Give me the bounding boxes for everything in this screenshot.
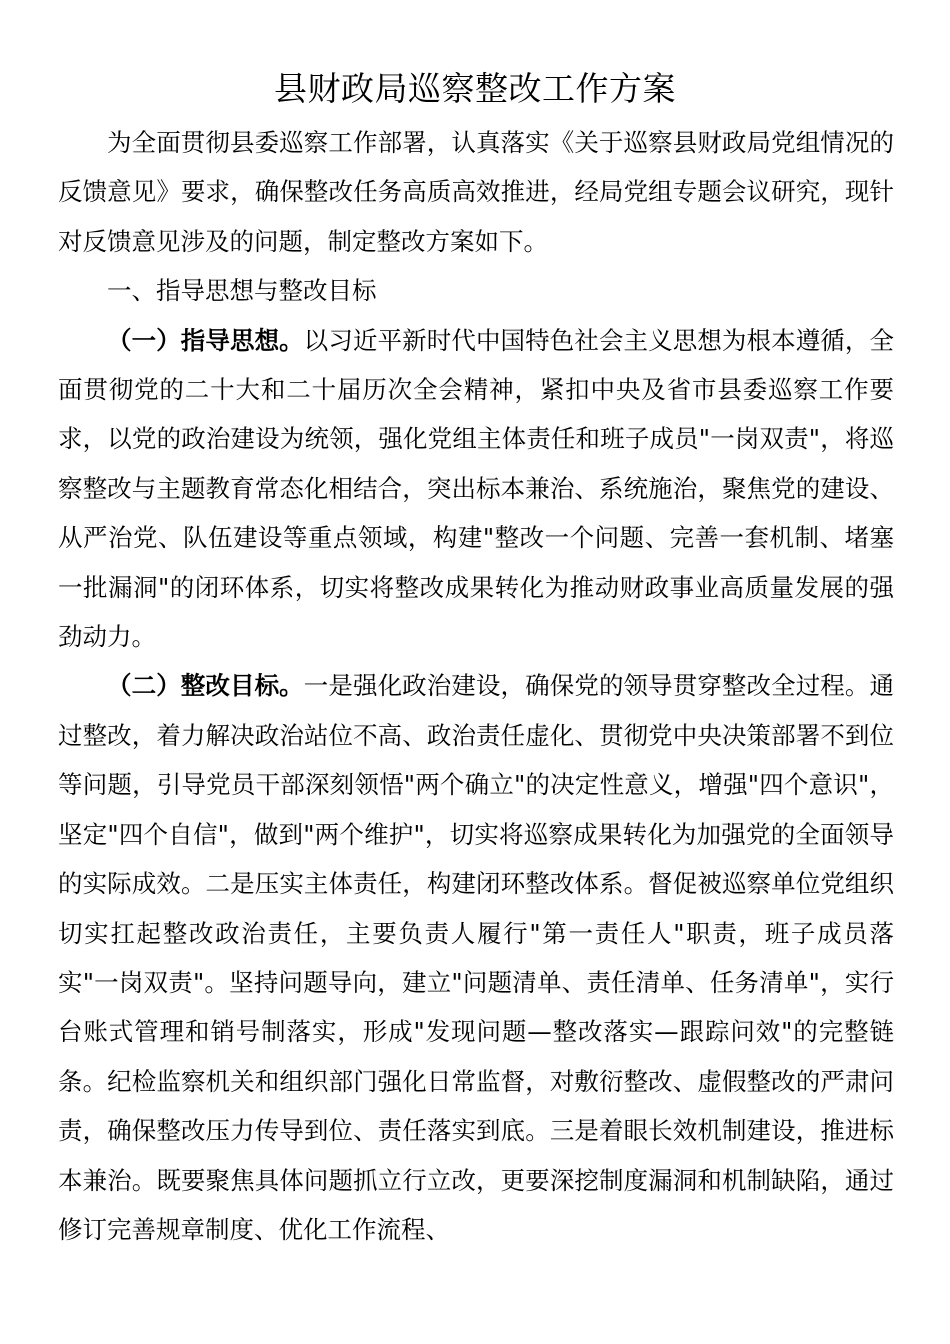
document-title: 县财政局巡察整改工作方案	[274, 69, 676, 108]
goals-text: 一是强化政治建设，确保党的领导贯穿整改全过程。通过整改，着力解决政治站位不高、政治责任虚化、贯彻党中央决策部署不到位等问题，引导党员干部深刻领悟"两个确立"的决定性意义，增强"四个意识"，坚定"四个自信"，做到"两个维护"，切实将巡察成果转化为加强党的全面领导的实际成效。二是压实主体责任，构建闭环整改体系。督促被巡察单位党组织切实扛起整改政治责任，主要负责人履行"第一责任人"职责，班子成员落实"一岗双责"。坚持问题导向，建立"问题清单、责任清单、任务清单"，实行台账式管理和销号制落实，形成"发现问题—整改落实—跟踪问效"的完整链条。纪检监察机关和组织部门强化日常监督，对敷衍整改、虚假整改的严肃问责，确保整改压力传导到位、责任落实到底。三是着眼长效机制建设，推进标本兼治。既要聚焦具体问题抓立行立改，更要深挖制度漏洞和机制缺陷，通过修订完善规章制度、优化工作流程、	[58, 671, 895, 1244]
guiding-thought-paragraph	[58, 316, 894, 662]
guiding-thought-text: 以习近平新时代中国特色社会主义思想为根本遵循，全面贯彻党的二十大和二十届历次全会精神，紧扣中央及省市县委巡察工作要求，以党的政治建设为统领，强化党组主体责任和班子成员"一岗双责"，将巡察整改与主题教育常态化相结合，突出标本兼治、系统施治，聚焦党的建设、从严治党、队伍建设等重点领域，构建"整改一个问题、完善一套机制、堵塞一批漏洞"的闭环体系，切实将整改成果转化为推动财政事业高质量发展的强劲动力。	[58, 325, 895, 652]
guiding-thought-heading: （一）指导思想。	[107, 325, 304, 355]
goals-heading: （二）整改目标。	[107, 671, 304, 701]
document-body	[58, 118, 894, 1254]
section-heading: 一、指导思想与整改目标	[107, 276, 377, 306]
goals-paragraph	[58, 661, 894, 1254]
intro-paragraph: 为全面贯彻县委巡察工作部署，认真落实《关于巡察县财政局党组情况的反馈意见》要求，确保整改任务高质高效推进，经局党组专题会议研究，现针对反馈意见涉及的问题，制定整改方案如下。	[58, 128, 894, 256]
